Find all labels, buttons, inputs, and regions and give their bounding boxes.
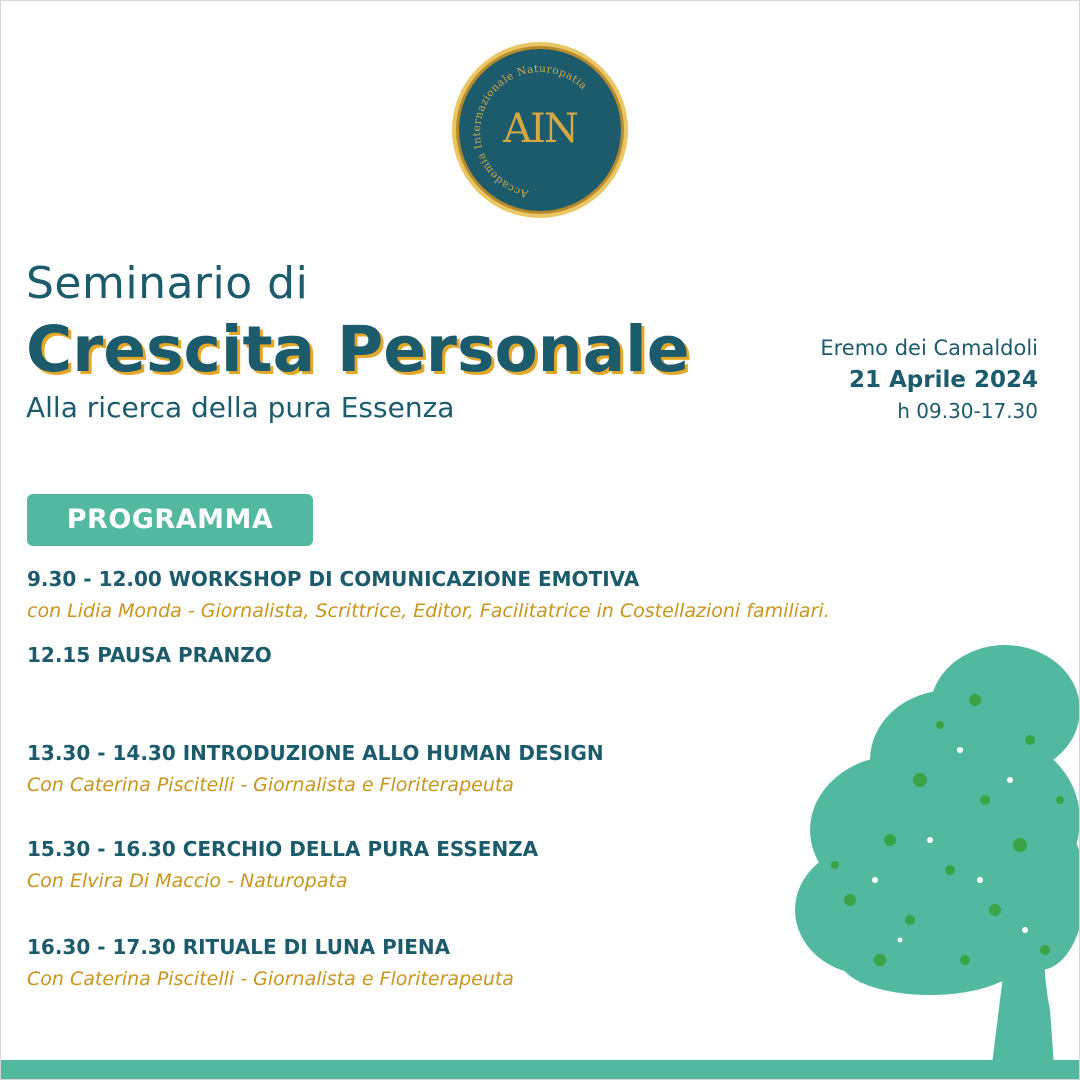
event-date: 21 Aprile 2024 bbox=[848, 367, 1038, 394]
logo-ring-text: Accademia Internazionale Naturopatia bbox=[470, 62, 590, 200]
schedule-item-title: 13.30 - 14.30 INTRODUZIONE ALLO HUMAN DESIGN bbox=[27, 741, 604, 765]
title-line-2: Crescita Personale bbox=[26, 313, 690, 386]
tree-illustration bbox=[780, 630, 1080, 1080]
schedule-item-title: 15.30 - 16.30 CERCHIO DELLA PURA ESSENZA bbox=[27, 837, 539, 861]
logo-monogram: AIN bbox=[503, 106, 577, 152]
subtitle: Alla ricerca della pura Essenza bbox=[26, 391, 455, 424]
academy-logo bbox=[447, 40, 633, 220]
schedule-item bbox=[27, 563, 1017, 639]
schedule-item-speaker: Con Elvira Di Maccio - Naturopata bbox=[27, 870, 348, 892]
schedule-item-title: 16.30 - 17.30 RITUALE DI LUNA PIENA bbox=[27, 935, 451, 959]
programma-badge: PROGRAMMA bbox=[27, 494, 313, 546]
title-line-1: Seminario di bbox=[26, 258, 309, 309]
schedule-item-title: 9.30 - 12.00 WORKSHOP DI COMUNICAZIONE EMOTIVA bbox=[27, 567, 640, 591]
schedule-item-speaker: Con Caterina Piscitelli - Giornalista e Floriterapeuta bbox=[27, 774, 514, 796]
schedule-item-speaker: Con Caterina Piscitelli - Giornalista e Floriterapeuta bbox=[27, 968, 514, 990]
schedule-item-title: 12.15 PAUSA PRANZO bbox=[27, 643, 272, 667]
schedule-item-speaker: con Lidia Monda - Giornalista, Scrittrice, Editor, Facilitatrice in Costellazioni familiari. bbox=[27, 600, 830, 622]
event-place: Eremo dei Camaldoli bbox=[820, 336, 1038, 360]
event-info bbox=[820, 334, 1038, 423]
event-time: h 09.30-17.30 bbox=[897, 399, 1038, 424]
bottom-band bbox=[0, 1060, 1080, 1080]
title-block bbox=[26, 258, 690, 424]
